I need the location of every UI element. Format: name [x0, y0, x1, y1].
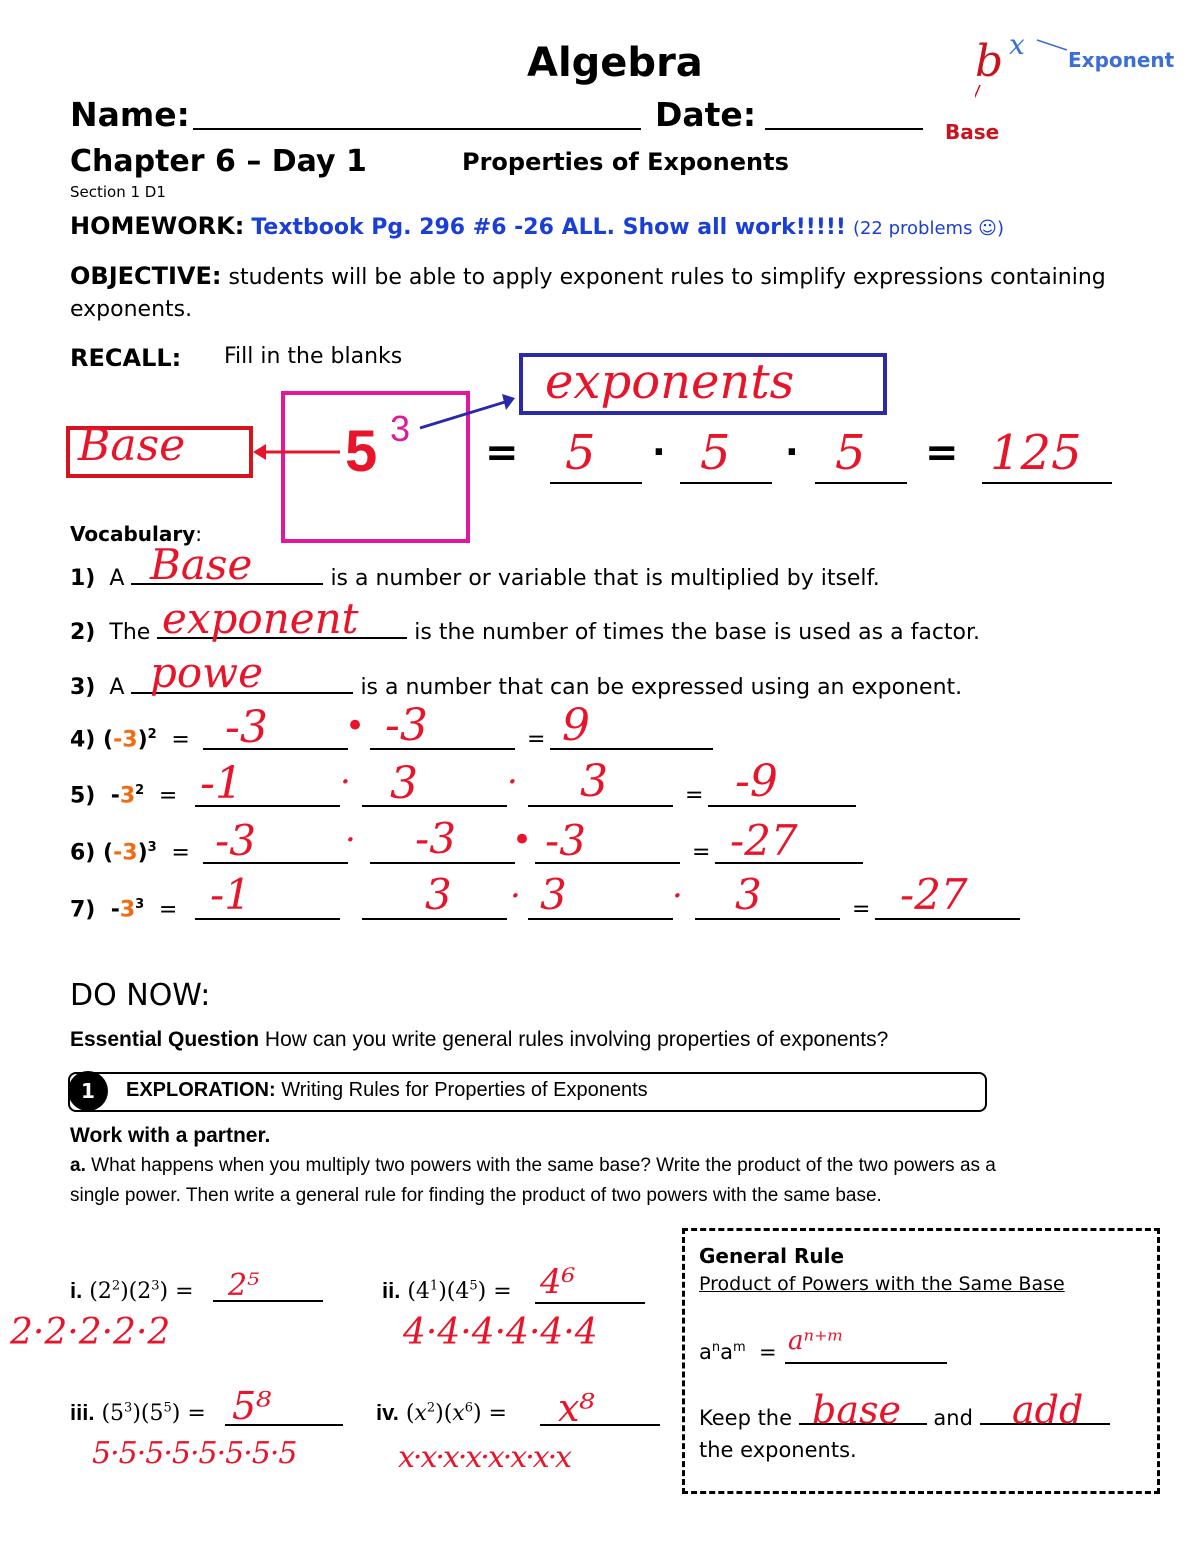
expand-7-equals: = — [852, 897, 871, 922]
problem-base: 2 — [97, 1279, 112, 1304]
expand-neg: - — [110, 783, 120, 809]
hw-7-sep-1: · — [510, 876, 521, 916]
problem-base: x — [414, 1401, 427, 1426]
problem-num: iv. — [376, 1400, 399, 1425]
hw-base: Base — [78, 420, 186, 471]
problem-exp: 5 — [163, 1400, 172, 1416]
general-rule-subtitle: Product of Powers with the Same Base — [699, 1273, 1065, 1295]
problem-base: 2 — [137, 1279, 152, 1304]
expand-num: 5) — [70, 783, 96, 809]
expand-4-label: 4) $(-3)^2$ = — [70, 727, 190, 753]
vocabulary-colon: : — [195, 522, 203, 546]
formula-m: m — [733, 1340, 746, 1355]
objective-text-2: exponents. — [70, 297, 193, 322]
diagram-base-letter: b — [975, 36, 1004, 87]
hw-5-sep-1: · — [340, 762, 351, 802]
hw-4-sep-1: • — [345, 706, 366, 746]
expand-5-equals: = — [685, 783, 704, 808]
recall-blank-1[interactable] — [550, 482, 642, 484]
section-label: Section 1 D1 — [70, 183, 166, 201]
formula-a: a — [699, 1340, 712, 1364]
homework-line — [70, 212, 1004, 240]
problem-num: ii. — [382, 1278, 401, 1303]
essential-question-label: Essential Question — [70, 1028, 260, 1051]
date-field[interactable] — [765, 128, 923, 130]
expand-4-equals: = — [527, 727, 546, 752]
expand-7-blank-4[interactable] — [695, 918, 840, 920]
a-label: a. — [70, 1155, 86, 1176]
hw-iv-answer: x⁸ — [558, 1386, 595, 1430]
expand-num: 6) — [70, 840, 96, 866]
chapter-label: Chapter 6 – Day 1 — [70, 144, 367, 179]
essential-question-text: How can you write general rules involving properties of exponents? — [264, 1028, 889, 1051]
recall-dot-1: · — [652, 432, 666, 473]
partner-label: Work with a partner. — [70, 1124, 271, 1147]
name-field[interactable] — [193, 128, 641, 130]
hw-vocab-3: powe — [150, 648, 263, 697]
expand-exp: 3 — [147, 840, 157, 855]
expand-exp: 2 — [135, 783, 145, 798]
hw-5-sep-2: · — [507, 762, 518, 802]
paren-open: ( — [103, 727, 114, 753]
vocab-post: is a number or variable that is multiplied by itself. — [330, 566, 880, 591]
hw-keep-base: base — [812, 1388, 901, 1432]
formula-n: n — [711, 1340, 721, 1355]
vocabulary-label: Vocabulary — [70, 522, 196, 546]
general-rule-formula — [699, 1340, 777, 1364]
vocab-post: is a number that can be expressed using an exponent. — [360, 675, 963, 700]
keep-post: the exponents. — [699, 1438, 857, 1462]
exploration-title: Writing Rules for Properties of Exponents — [281, 1079, 648, 1101]
hw-iv-work: x·x·x·x·x·x·x·x — [398, 1440, 571, 1475]
homework-text: Textbook Pg. 296 #6 -26 ALL. Show all work!!!!! — [251, 215, 846, 240]
hw-formula: aⁿ⁺ᵐ — [788, 1326, 844, 1356]
hw-ii-answer: 4⁶ — [540, 1262, 576, 1302]
expand-num: 7) — [70, 897, 96, 923]
hw-vocab-2: exponent — [162, 594, 359, 643]
exploration-a-line-1 — [70, 1155, 996, 1177]
expand-exp: 3 — [135, 897, 145, 912]
expand-base: -3 — [113, 840, 138, 866]
hw-6-factor-1: -3 — [215, 816, 256, 865]
hw-6-sep-2: • — [512, 820, 533, 860]
homework-label: HOMEWORK: — [70, 212, 245, 240]
hw-7-sep-2: · — [672, 876, 683, 916]
hw-exponents: exponents — [545, 354, 795, 410]
exploration-a-line-2: single power. Then write a general rule for finding the product of two powers with the same base. — [70, 1185, 882, 1206]
page-title: Algebra — [527, 40, 703, 86]
problem-iii: iii. $(5^3)(5^5)$ = — [70, 1400, 206, 1426]
hw-i-work: 2·2·2·2·2 — [10, 1312, 171, 1353]
paren-close: ) — [137, 840, 148, 866]
problem-base: 4 — [415, 1279, 430, 1304]
expand-base: 3 — [119, 897, 136, 923]
hw-6-factor-2: -3 — [415, 814, 456, 863]
expand-7-label: 7) $-3^3$ = — [70, 897, 178, 923]
recall-instruction: Fill in the blanks — [224, 344, 403, 369]
recall-power: 3 — [390, 408, 411, 449]
name-label: Name: — [70, 95, 190, 134]
recall-dot-2: · — [785, 432, 799, 473]
vocab-post: is the number of times the base is used as a factor. — [414, 620, 981, 645]
homework-note: (22 problems ☺) — [852, 218, 1004, 239]
problem-i: i. $(2^2)(2^3)$ = — [70, 1278, 194, 1304]
vocab-pre: A — [109, 566, 125, 591]
problem-base: 5 — [110, 1401, 125, 1426]
problem-exp: 5 — [469, 1278, 478, 1294]
hw-4-factor-2: -3 — [385, 700, 428, 751]
hw-6-sep-1: · — [345, 820, 356, 860]
hw-7-result: -27 — [900, 870, 968, 919]
hw-5-result: -9 — [735, 756, 778, 807]
vocab-num: 1) — [70, 566, 96, 591]
recall-base-number: 5 — [345, 419, 378, 484]
hw-iii-work: 5·5·5·5·5·5·5·5 — [92, 1436, 297, 1471]
vocab-num: 3) — [70, 675, 96, 700]
problem-exp: 2 — [426, 1400, 436, 1416]
hw-vocab-1: Base — [150, 540, 253, 589]
problem-exp: 1 — [429, 1278, 439, 1294]
general-rule-title: General Rule — [699, 1244, 845, 1268]
hw-7-factor-3: 3 — [540, 870, 567, 919]
hw-5-factor-1: -1 — [200, 758, 243, 809]
hw-7-factor-4: 3 — [735, 870, 762, 919]
recall-label: RECALL: — [70, 344, 182, 372]
expand-num: 4) — [70, 727, 96, 753]
hw-result: 125 — [990, 425, 1082, 481]
recall-equals-2: = — [925, 430, 959, 476]
diagram-base-label: Base — [945, 120, 1000, 144]
paren-open: ( — [103, 840, 114, 866]
essential-question — [70, 1028, 888, 1052]
exploration-heading — [126, 1079, 648, 1102]
problem-base: 4 — [455, 1279, 470, 1304]
problem-num: iii. — [70, 1400, 95, 1425]
hw-6-factor-3: -3 — [545, 816, 586, 865]
vocab-pre: The — [109, 620, 151, 645]
date-label: Date: — [655, 95, 757, 134]
hw-i-answer: 2⁵ — [228, 1268, 260, 1303]
problem-exp: 3 — [124, 1400, 133, 1416]
recall-blank-2[interactable] — [680, 482, 772, 484]
objective-line — [70, 262, 1106, 290]
hw-7-factor-1: -1 — [210, 870, 251, 919]
hw-4-factor-1: -3 — [225, 702, 268, 753]
problem-base: 5 — [149, 1401, 164, 1426]
problem-base: x — [452, 1401, 465, 1426]
hw-factor-2: 5 — [700, 425, 731, 481]
expand-5-blank-2[interactable] — [362, 805, 507, 807]
objective-text-1: students will be able to apply exponent rules to simplify expressions containing — [228, 265, 1106, 290]
diagram-exponent-letter: x — [1009, 28, 1025, 61]
problem-iv: iv. $(x^2)(x^6)$ = — [376, 1400, 507, 1426]
hw-factor-1: 5 — [565, 425, 596, 481]
do-now-label: DO NOW: — [70, 978, 211, 1013]
problem-exp: 3 — [151, 1278, 160, 1294]
topic-label: Properties of Exponents — [462, 148, 789, 176]
formula-a2: a — [720, 1340, 733, 1364]
a-text-1: What happens when you multiply two powers with the same base? Write the product of the two powers as a — [91, 1155, 996, 1176]
hw-4-result: 9 — [562, 700, 590, 751]
hw-factor-3: 5 — [835, 425, 866, 481]
vocab-pre: A — [109, 675, 125, 700]
general-rule-formula-blank[interactable] — [785, 1362, 947, 1364]
expand-6-label: 6) $(-3)^3$ = — [70, 840, 190, 866]
keep-and: and — [933, 1406, 973, 1430]
problem-num: i. — [70, 1278, 83, 1303]
problem-exp: 2 — [111, 1278, 121, 1294]
vocab-num: 2) — [70, 620, 96, 645]
recall-blank-3[interactable] — [815, 482, 907, 484]
expand-base: 3 — [119, 783, 136, 809]
expand-exp: 2 — [147, 727, 157, 742]
hw-6-result: -27 — [730, 816, 798, 865]
hw-ii-work: 4·4·4·4·4·4 — [403, 1312, 598, 1353]
problem-exp: 6 — [464, 1400, 473, 1416]
hw-7-factor-2: 3 — [425, 870, 452, 919]
expand-5-label: 5) $-3^2$ = — [70, 783, 178, 809]
expand-base: -3 — [113, 727, 138, 753]
expand-6-equals: = — [692, 840, 711, 865]
expand-neg: - — [110, 897, 120, 923]
hw-iii-answer: 5⁸ — [232, 1384, 272, 1428]
objective-label: OBJECTIVE: — [70, 262, 222, 290]
recall-equals-1: = — [485, 430, 519, 476]
paren-close: ) — [137, 727, 148, 753]
keep-pre: Keep the — [699, 1406, 793, 1430]
formula-equals: = — [759, 1340, 777, 1364]
hw-keep-add: add — [1012, 1388, 1084, 1432]
recall-blank-result[interactable] — [982, 482, 1112, 484]
hw-5-factor-3: 3 — [580, 756, 608, 807]
exploration-label: EXPLORATION: — [126, 1079, 276, 1101]
expand-5-blank-result[interactable] — [708, 805, 856, 807]
diagram-exponent-label: Exponent — [1068, 48, 1175, 72]
hw-5-factor-2: 3 — [390, 758, 418, 809]
exploration-badge: 1 — [68, 1071, 108, 1111]
problem-ii: ii. $(4^1)(4^5)$ = — [382, 1278, 512, 1304]
problem-ii-blank[interactable] — [535, 1302, 645, 1304]
